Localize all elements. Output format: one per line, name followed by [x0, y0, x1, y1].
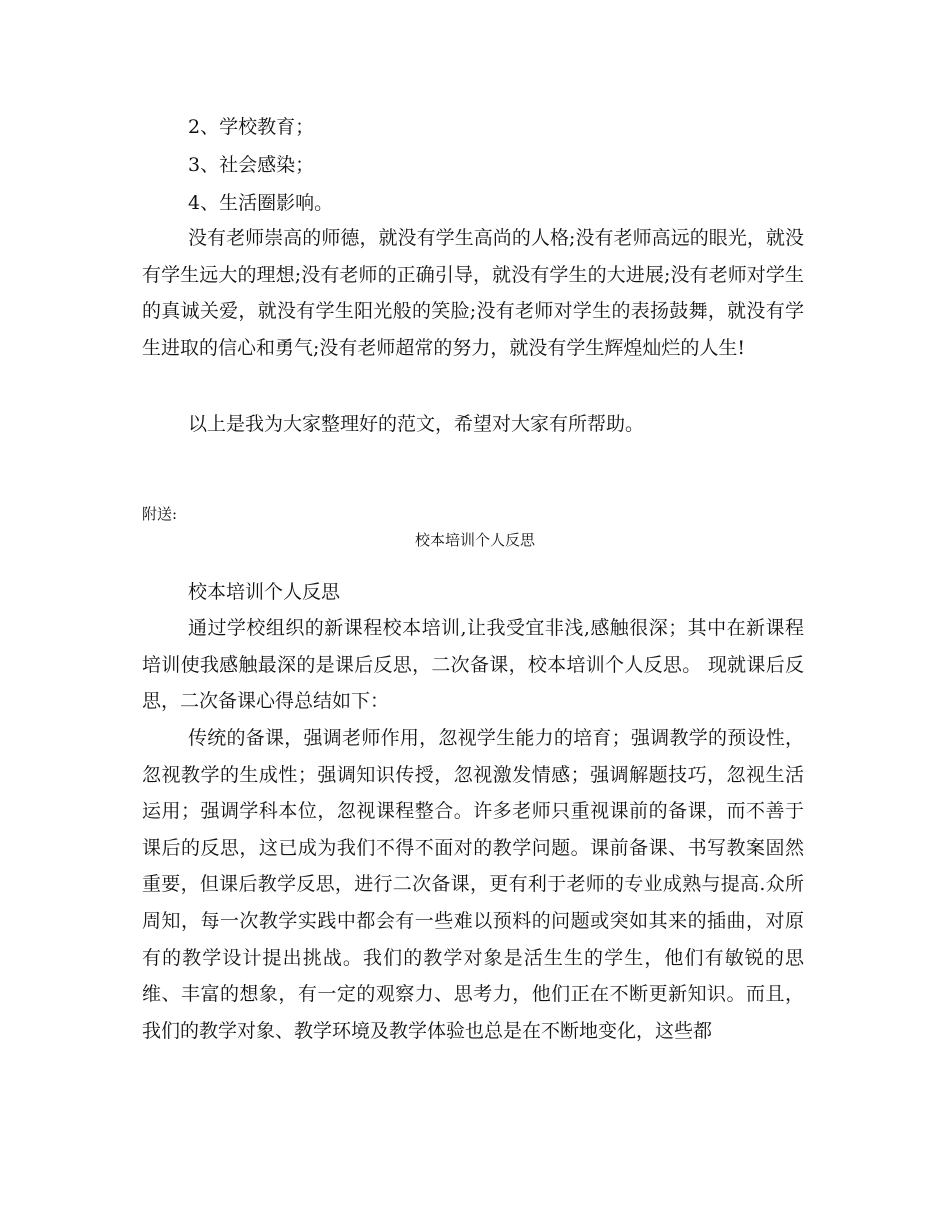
closing-paragraph: 以上是我为大家整理好的范文，希望对大家有所帮助。 — [188, 413, 645, 435]
attachment-title: 校本培训个人反思 — [414, 531, 535, 549]
lesson-prep-paragraph: 传统的备课，强调老师作用，忽视学生能力的培育；强调教学的预设性，忽视教学的生成性；强调知识传授，忽视激发情感；强调解题技巧，忽视生活运用；强调学科本位，忽视课程整合。许多老师只重视课前的备课，而不善于课后的反思，这已成为我们不得不面对的教学问题。课前备课、书写教案固然重要，但课后教学反思，进行二次备课，更有利于老师的专业成熟与提高.众所周知，每一次教学实践中都会有一些难以预料的问题或突如其来的插曲，对原有的教学设计提出挑战。我们的教学对象是活生生的学生，他们有敏锐的思维、丰富的想象，有一定的观察力、思考力，他们正在不断更新知识。而且，我们的教学对象、教学环境及教学体验也总是在不断地变化，这些都 — [142, 727, 804, 1042]
section-heading: 校本培训个人反思 — [188, 581, 341, 603]
training-intro-paragraph: 通过学校组织的新课程校本培训,让我受宜非浅,感触很深；其中在新课程培训使我感触最深的是课后反思，二次备课，校本培训个人反思。 现就课后反思，二次备课心得总结如下： — [142, 617, 804, 713]
list-item-life-circle: 4、生活圈影响。 — [188, 192, 334, 214]
attachment-label: 附送: — [142, 505, 178, 523]
list-item-social-influence: 3、社会感染； — [188, 154, 315, 176]
teacher-ethics-paragraph: 没有老师崇高的师德，就没有学生高尚的人格;没有老师高远的眼光，就没有学生远大的理想;没有老师的正确引导，就没有学生的大进展;没有老师对学生的真诚关爱，就没有学生阳光般的笑脸;没有老师对学生的表扬鼓舞，就没有学生进取的信心和勇气;没有老师超常的努力，就没有学生辉煌灿烂的人生! — [142, 227, 804, 359]
list-item-school-education: 2、学校教育； — [188, 116, 315, 138]
